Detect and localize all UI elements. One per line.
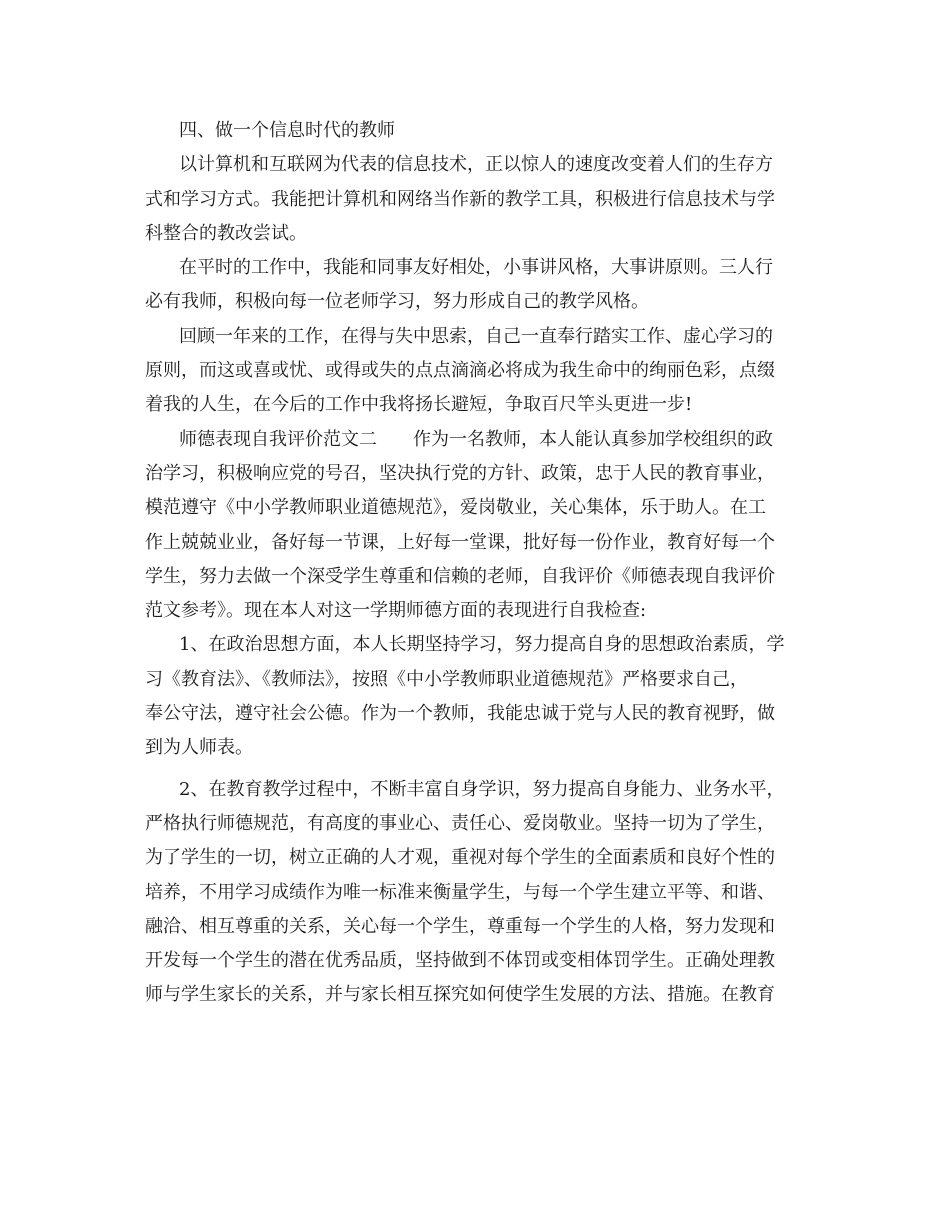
paragraph-line: 式和学习方式。我能把计算机和网络当作新的教学工具，积极进行信息技术与学: [145, 188, 775, 210]
paragraph-line: 培养，不用学习成绩作为唯一标准来衡量学生，与每一个学生建立平等、和谐、: [145, 881, 775, 903]
document-body: [145, 114, 809, 1013]
paragraph-line: 科整合的教改尝试。: [145, 222, 307, 244]
paragraph-line: 原则，而这或喜或忧、或得或失的点点滴滴必将成为我生命中的绚丽色彩，点缀: [145, 360, 775, 382]
paragraph-line: 师与学生家长的关系，并与家长相互探究如何使学生发展的方法、措施。在教育: [145, 984, 775, 1006]
paragraph-line: 回顾一年来的工作，在得与失中思索，自己一直奉行踏实工作、虚心学习的: [179, 325, 773, 347]
paragraph-line: 范文参考》。现在本人对这一学期师德方面的表现进行自我检查:: [145, 600, 647, 622]
paragraph-line: 治学习，积极响应党的号召，坚决执行党的方针、政策，忠于人民的教育事业，: [145, 462, 775, 484]
paragraph-line: 融洽、相互尊重的关系，关心每一个学生，尊重每一个学生的人格，努力发现和: [145, 915, 775, 937]
paragraph-line: 奉公守法，遵守社会公德。作为一个教师，我能忠诚于党与人民的教育视野，做: [145, 703, 775, 725]
paragraph-line: 以计算机和互联网为代表的信息技术，正以惊人的速度改变着人们的生存方: [179, 154, 773, 176]
section-heading: 四、做一个信息时代的教师: [179, 120, 395, 141]
paragraph-line: 2、在教育教学过程中，不断丰富自身学识，努力提高自身能力、业务水平，: [179, 778, 785, 800]
paragraph-line: 严格执行师德规范，有高度的事业心、责任心、爱岗敬业。坚持一切为了学生，: [145, 812, 775, 834]
paragraph-line: 在平时的工作中，我能和同事友好相处，小事讲风格，大事讲原则。三人行: [179, 257, 773, 279]
paragraph-line: 到为人师表。: [145, 737, 253, 759]
paragraph-line: 作上兢兢业业，备好每一节课，上好每一堂课，批好每一份作业，教育好每一个: [145, 531, 775, 553]
paragraph-line: 开发每一个学生的潜在优秀品质，坚持做到不体罚或变相体罚学生。正确处理教: [145, 950, 775, 972]
paragraph-line: 师德表现自我评价范文二 作为一名教师，本人能认真参加学校组织的政: [179, 428, 773, 450]
paragraph-line: 学生，努力去做一个深受学生尊重和信赖的老师，自我评价《师德表现自我评价: [145, 565, 775, 587]
paragraph-line: 为了学生的一切，树立正确的人才观，重视对每个学生的全面素质和良好个性的: [145, 847, 775, 869]
paragraph-line: 模范遵守《中小学教师职业道德规范》，爱岗敬业，关心集体，乐于助人。在工: [145, 497, 766, 519]
paragraph-line: 1、在政治思想方面，本人长期坚持学习，努力提高自身的思想政治素质，学: [179, 634, 785, 656]
paragraph-line: 着我的人生，在今后的工作中我将扬长避短，争取百尺竿头更进一步!: [145, 394, 693, 416]
paragraph-line: 必有我师，积极向每一位老师学习，努力形成自己的教学风格。: [145, 291, 649, 313]
paragraph-line: 习《教育法》、《教师法》，按照《中小学教师职业道德规范》严格要求自己，: [145, 668, 748, 690]
